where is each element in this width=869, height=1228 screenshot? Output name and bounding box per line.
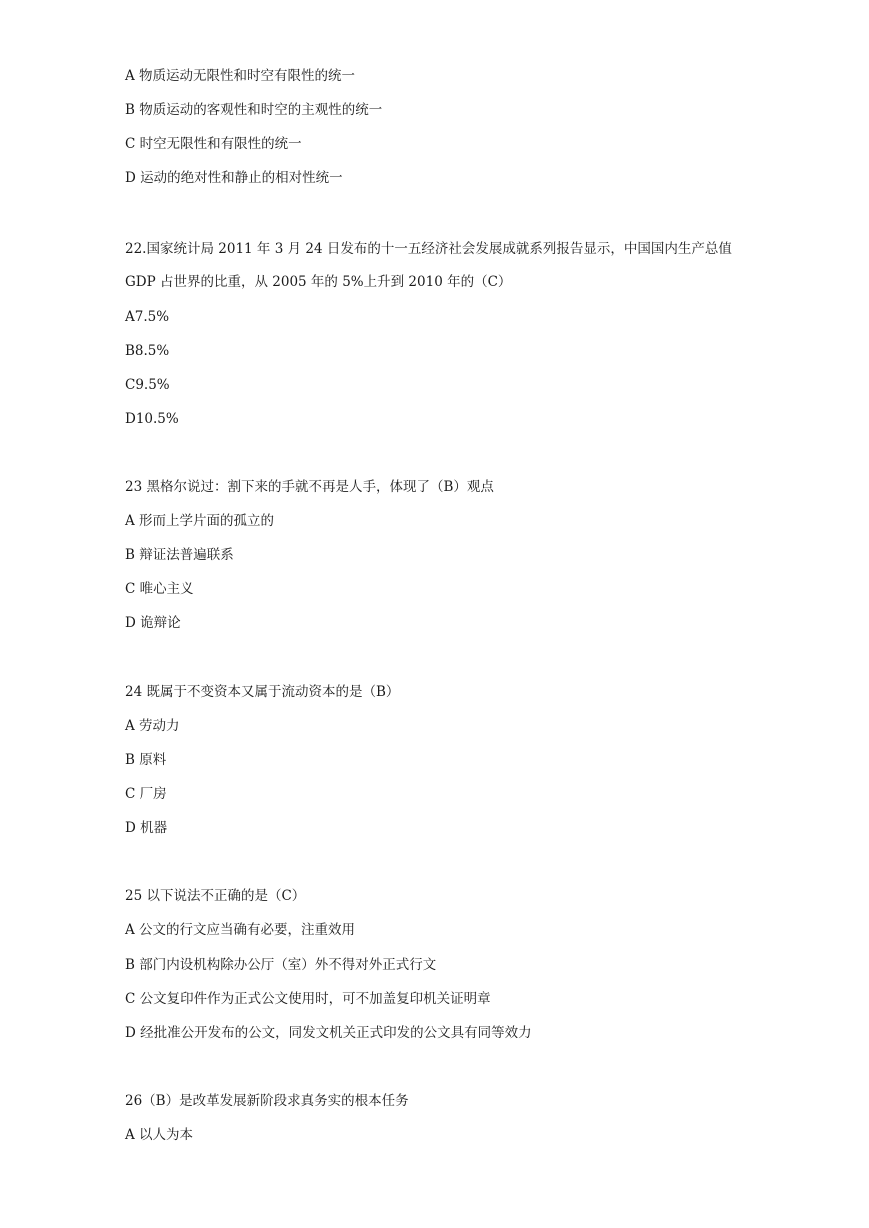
q26-stem: 26（B）是改革发展新阶段求真务实的根本任务	[125, 1093, 409, 1109]
prev-question-option-a: A 物质运动无限性和时空有限性的统一	[125, 68, 356, 84]
q22-option-a: A7.5%	[125, 309, 170, 325]
q24-option-b: B 原料	[125, 752, 167, 768]
q22-stem-line2: GDP 占世界的比重，从 2005 年的 5%上升到 2010 年的（C）	[125, 274, 512, 290]
q22-option-c: C9.5%	[125, 377, 170, 393]
q23-option-c: C 唯心主义	[125, 581, 194, 597]
q24-option-d: D 机器	[125, 820, 168, 836]
q22-stem-line1: 22.国家统计局 2011 年 3 月 24 日发布的十一五经济社会发展成就系列报告显示，中国国内生产总值	[125, 241, 732, 257]
prev-question-option-c: C 时空无限性和有限性的统一	[125, 136, 302, 152]
q26-option-a: A 以人为本	[125, 1127, 194, 1143]
q25-option-d: D 经批准公开发布的公文，同发文机关正式印发的公文具有同等效力	[125, 1025, 532, 1041]
q23-option-a: A 形而上学片面的孤立的	[125, 513, 275, 529]
q22-option-d: D10.5%	[125, 411, 179, 427]
q25-stem: 25 以下说法不正确的是（C）	[125, 888, 306, 904]
q25-option-c: C 公文复印件作为正式公文使用时，可不加盖复印机关证明章	[125, 991, 491, 1007]
q23-stem: 23 黑格尔说过：割下来的手就不再是人手，体现了（B）观点	[125, 479, 494, 495]
q23-option-b: B 辩证法普遍联系	[125, 547, 234, 563]
q22-option-b: B8.5%	[125, 343, 170, 359]
q25-option-a: A 公文的行文应当确有必要，注重效用	[125, 922, 356, 938]
prev-question-option-b: B 物质运动的客观性和时空的主观性的统一	[125, 102, 383, 118]
q24-stem: 24 既属于不变资本又属于流动资本的是（B）	[125, 684, 400, 700]
q24-option-a: A 劳动力	[125, 718, 180, 734]
prev-question-option-d: D 运动的绝对性和静止的相对性统一	[125, 170, 343, 186]
q23-option-d: D 诡辩论	[125, 615, 181, 631]
q24-option-c: C 厂房	[125, 786, 167, 802]
q25-option-b: B 部门内设机构除办公厅（室）外不得对外正式行文	[125, 957, 437, 973]
